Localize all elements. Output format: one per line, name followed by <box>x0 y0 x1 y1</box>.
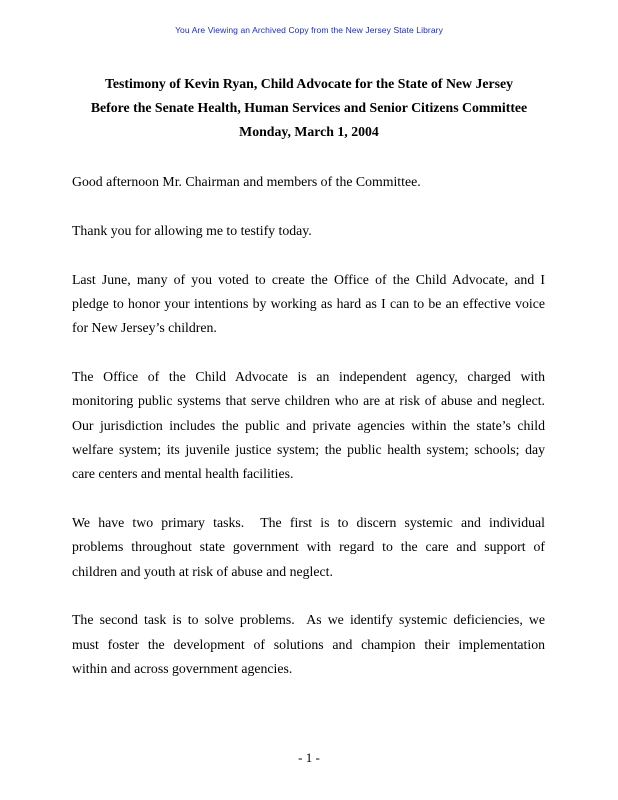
text-line: problems throughout state government with regard to the care and support of <box>72 539 545 555</box>
heading-title-line: Testimony of Kevin Ryan, Child Advocate for the State of New Jersey <box>104 76 514 91</box>
text-line: must foster the development of solutions and champion their implementation <box>72 636 545 652</box>
text-line: Thank you for allowing me to testify today. <box>72 222 312 238</box>
archive-banner: You Are Viewing an Archived Copy from the New Jersey State Library <box>175 25 443 35</box>
text-line: The Office of the Child Advocate is an independent agency, charged with <box>72 368 545 384</box>
paragraph-office-description <box>72 365 545 486</box>
text-line: monitoring public systems that serve children who are at risk of abuse and neglect. <box>72 393 545 409</box>
paragraph-greeting <box>72 170 545 194</box>
text-line: welfare system; its juvenile justice system; the public health system; schools; day <box>72 441 545 457</box>
text-line: We have two primary tasks. The first is to discern systemic and individual <box>72 514 545 530</box>
text-line: Last June, many of you voted to create the Office of the Child Advocate, and I <box>72 271 545 287</box>
page-number: - 1 - <box>298 750 320 765</box>
paragraph-last-june <box>72 268 545 341</box>
paragraph-thanks <box>72 219 545 243</box>
heading-date-line: Monday, March 1, 2004 <box>239 124 379 139</box>
text-line: children and youth at risk of abuse and neglect. <box>72 563 333 579</box>
paragraph-primary-tasks <box>72 511 545 584</box>
paragraph-second-task <box>72 608 545 681</box>
document-heading <box>40 72 578 144</box>
text-line: care centers and mental health facilities. <box>72 466 294 482</box>
testimony-body <box>72 170 545 681</box>
text-line: for New Jersey’s children. <box>72 320 217 336</box>
text-line: Our jurisdiction includes the public and private agencies within the state’s child <box>72 417 545 433</box>
text-line: pledge to honor your intentions by working as hard as I can to be an effective voice <box>72 295 545 311</box>
heading-committee-line: Before the Senate Health, Human Services and Senior Citizens Committee <box>90 100 528 115</box>
text-line: within and across government agencies. <box>72 660 293 676</box>
text-line: The second task is to solve problems. As we identify systemic deficiencies, we <box>72 612 545 628</box>
text-line: Good afternoon Mr. Chairman and members of the Committee. <box>72 174 421 189</box>
